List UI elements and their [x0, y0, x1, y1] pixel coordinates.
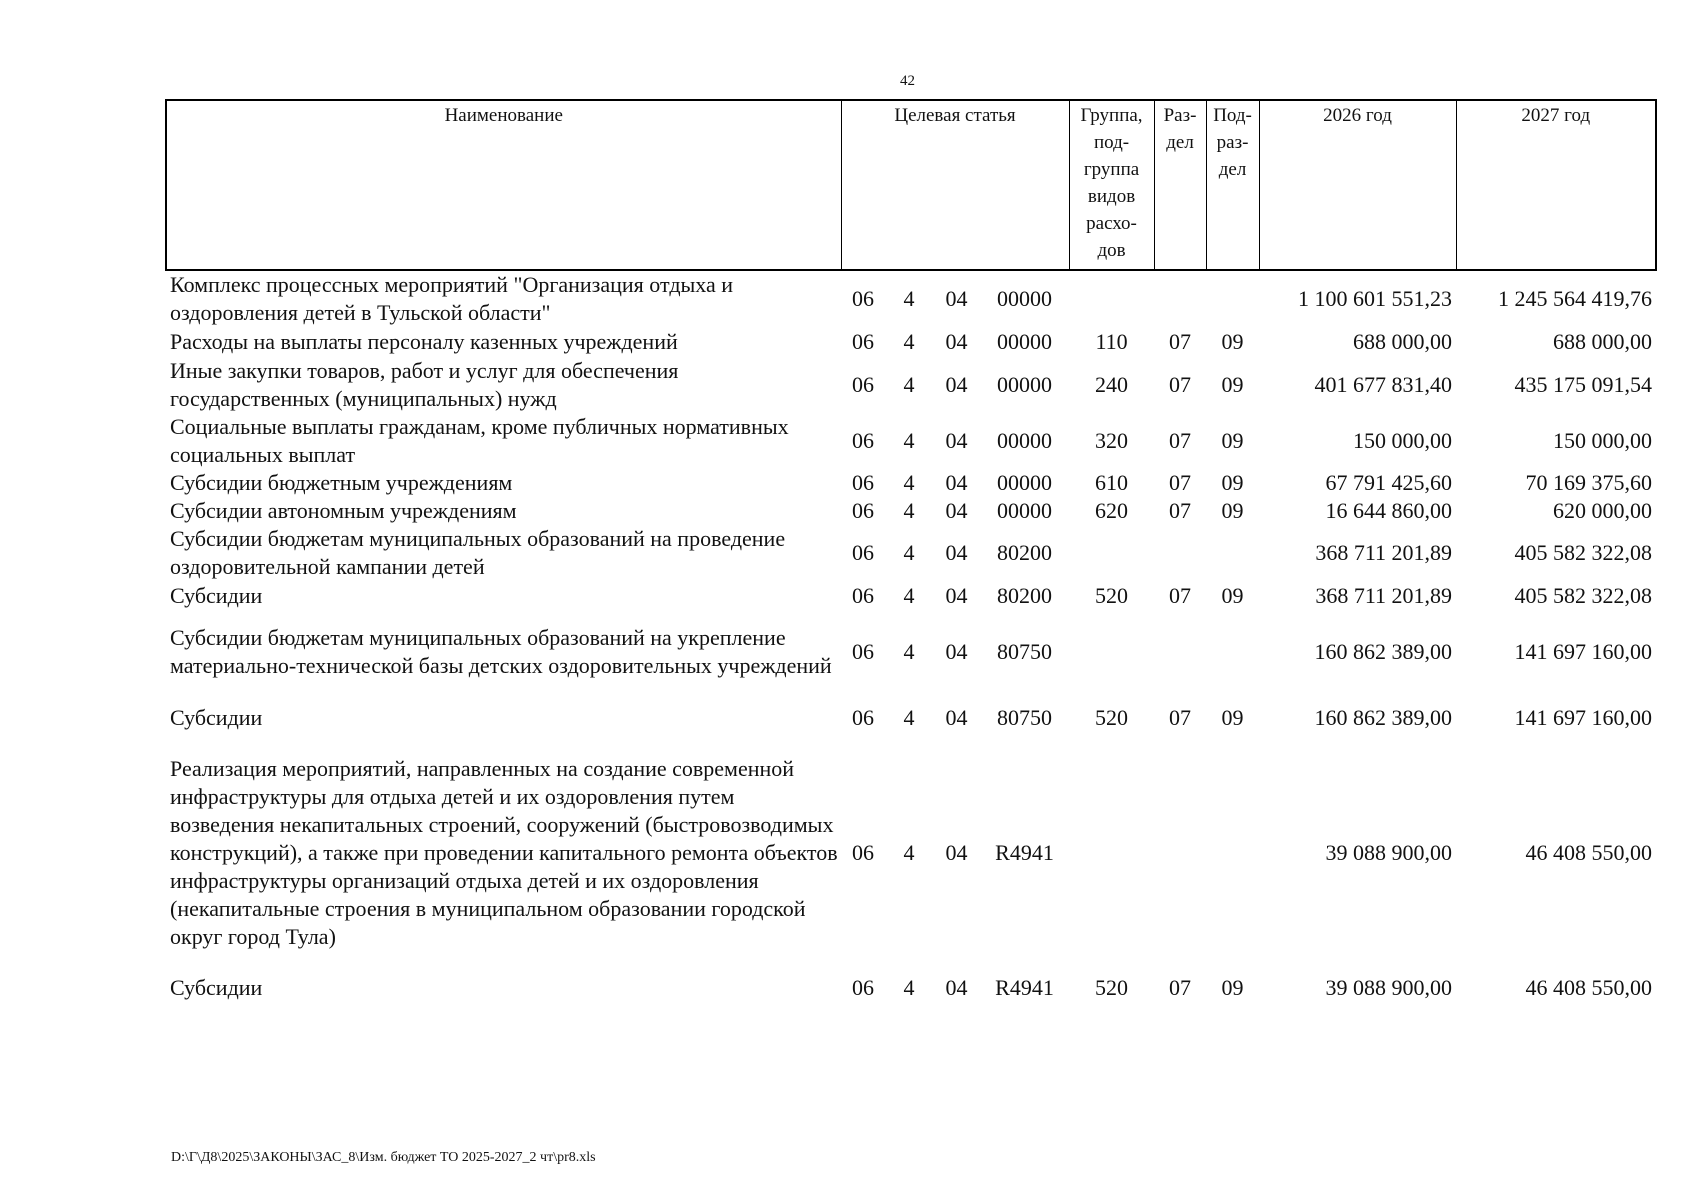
budget-table [165, 99, 1657, 1013]
row-name: Субсидии автономным учреждениям [170, 498, 517, 523]
table-row [166, 469, 1656, 497]
row-subsection: 09 [1221, 498, 1244, 523]
row-complex: 04 [945, 583, 968, 608]
table-row [166, 963, 1656, 1013]
row-type: 4 [903, 286, 915, 311]
row-section [1154, 270, 1206, 327]
row-program: 06 [852, 329, 874, 354]
row-name: Расходы на выплаты персоналу казенных учреждений [170, 329, 678, 354]
row-expense-group [1069, 270, 1154, 327]
row-amount-2027: 405 582 322,08 [1514, 540, 1653, 565]
row-amount-2026: 67 791 425,60 [1325, 470, 1453, 495]
row-amount-2026: 150 000,00 [1353, 428, 1453, 453]
table-row [166, 525, 1656, 581]
row-expense-group [1069, 525, 1154, 581]
row-name: Субсидии бюджетам муниципальных образований на укрепление материально-технической базы детских оздоровительных учреждений [170, 625, 832, 678]
row-program: 06 [852, 840, 874, 865]
row-section: 07 [1169, 498, 1192, 523]
row-subsection: 09 [1221, 428, 1244, 453]
row-section: 07 [1169, 329, 1192, 354]
page-number: 42 [900, 73, 915, 89]
row-subsection [1206, 611, 1259, 693]
row-direction: R4941 [995, 975, 1054, 1000]
row-amount-2027: 620 000,00 [1553, 498, 1653, 523]
row-direction: 80200 [997, 583, 1053, 608]
row-complex: 04 [945, 498, 968, 523]
row-complex: 04 [945, 705, 968, 730]
row-name: Субсидии бюджетным учреждениям [170, 470, 513, 495]
row-expense-group: 520 [1095, 583, 1129, 608]
row-program: 06 [852, 540, 874, 565]
row-direction: 00000 [997, 372, 1053, 397]
row-amount-2027: 1 245 564 419,76 [1498, 286, 1653, 311]
row-amount-2027: 46 408 550,00 [1525, 840, 1653, 865]
row-direction: 80200 [997, 540, 1053, 565]
header-name: Наименование [166, 100, 841, 270]
row-expense-group: 240 [1095, 372, 1129, 397]
row-section [1154, 525, 1206, 581]
row-complex: 04 [945, 975, 968, 1000]
table-body [166, 270, 1656, 1013]
table-row [166, 270, 1656, 327]
row-type: 4 [903, 470, 915, 495]
row-direction: 00000 [997, 428, 1053, 453]
header-group: Группа, под- группа видов расхо- дов [1069, 100, 1154, 270]
row-subsection: 09 [1221, 329, 1244, 354]
table-row [166, 413, 1656, 469]
row-complex: 04 [945, 470, 968, 495]
row-complex: 04 [945, 840, 968, 865]
row-complex: 04 [945, 639, 968, 664]
row-program: 06 [852, 428, 874, 453]
row-expense-group: 620 [1095, 498, 1129, 523]
row-name: Субсидии [170, 583, 263, 608]
header-subsection: Под- раз- дел [1206, 100, 1259, 270]
row-amount-2027: 141 697 160,00 [1514, 639, 1653, 664]
row-section: 07 [1169, 428, 1192, 453]
table-row [166, 611, 1656, 693]
row-section: 07 [1169, 705, 1192, 730]
file-path-footer: D:\Г\Д8\2025\ЗАКОНЫ\ЗАС_8\Изм. бюджет ТО 2025-2027_2 чт\pr8.xls [171, 1150, 596, 1165]
row-amount-2026: 368 711 201,89 [1315, 540, 1453, 565]
row-amount-2026: 1 100 601 551,23 [1298, 286, 1453, 311]
row-amount-2026: 39 088 900,00 [1325, 840, 1453, 865]
row-amount-2026: 160 862 389,00 [1314, 705, 1453, 730]
row-type: 4 [903, 639, 915, 664]
row-expense-group: 520 [1095, 705, 1129, 730]
row-subsection: 09 [1221, 975, 1244, 1000]
row-section: 07 [1169, 583, 1192, 608]
row-amount-2027: 435 175 091,54 [1514, 372, 1653, 397]
row-section: 07 [1169, 470, 1192, 495]
row-type: 4 [903, 975, 915, 1000]
header-year-2027: 2027 год [1456, 100, 1656, 270]
row-name: Социальные выплаты гражданам, кроме публичных нормативных социальных выплат [170, 414, 789, 467]
row-expense-group: 320 [1095, 428, 1129, 453]
row-name: Субсидии бюджетам муниципальных образований на проведение оздоровительной кампании детей [170, 526, 786, 579]
row-section [1154, 743, 1206, 963]
row-amount-2027: 141 697 160,00 [1514, 705, 1653, 730]
header-section: Раз- дел [1154, 100, 1206, 270]
row-program: 06 [852, 639, 874, 664]
row-type: 4 [903, 840, 915, 865]
table-row [166, 581, 1656, 611]
row-complex: 04 [945, 286, 968, 311]
budget-table-container [165, 99, 1655, 1013]
row-complex: 04 [945, 372, 968, 397]
row-type: 4 [903, 540, 915, 565]
row-name: Реализация мероприятий, направленных на создание современной инфраструктуры для отдыха детей и их оздоровления путем возведения некапитальных строений, сооружений (быстровозводимых конструкций), а также при проведении капитального ремонта объектов инфраструктуры организаций отдыха детей и их оздоровления (некапитальные строения в муниципальном образовании городской округ город Тула) [170, 756, 838, 949]
table-row [166, 743, 1656, 963]
row-type: 4 [903, 329, 915, 354]
row-subsection: 09 [1221, 470, 1244, 495]
table-row [166, 327, 1656, 357]
row-amount-2026: 160 862 389,00 [1314, 639, 1453, 664]
row-program: 06 [852, 286, 874, 311]
row-section: 07 [1169, 975, 1192, 1000]
row-name: Субсидии [170, 705, 263, 730]
row-program: 06 [852, 583, 874, 608]
table-row [166, 693, 1656, 743]
row-subsection [1206, 525, 1259, 581]
row-direction: R4941 [995, 840, 1054, 865]
row-expense-group: 610 [1095, 470, 1129, 495]
row-amount-2027: 688 000,00 [1553, 329, 1653, 354]
row-direction: 80750 [997, 639, 1053, 664]
row-expense-group: 520 [1095, 975, 1129, 1000]
row-amount-2026: 688 000,00 [1353, 329, 1453, 354]
row-name: Комплекс процессных мероприятий "Организация отдыха и оздоровления детей в Тульской области" [170, 272, 734, 325]
table-header [166, 100, 1656, 270]
row-subsection: 09 [1221, 372, 1244, 397]
row-direction: 00000 [997, 286, 1053, 311]
table-row [166, 497, 1656, 525]
row-direction: 80750 [997, 705, 1053, 730]
row-complex: 04 [945, 540, 968, 565]
row-amount-2027: 46 408 550,00 [1525, 975, 1653, 1000]
header-year-2026: 2026 год [1259, 100, 1456, 270]
row-type: 4 [903, 705, 915, 730]
row-direction: 00000 [997, 498, 1053, 523]
row-name: Субсидии [170, 975, 263, 1000]
row-program: 06 [852, 705, 874, 730]
row-subsection [1206, 743, 1259, 963]
row-direction: 00000 [997, 329, 1053, 354]
row-name: Иные закупки товаров, работ и услуг для обеспечения государственных (муниципальных) нужд [170, 358, 679, 411]
row-program: 06 [852, 372, 874, 397]
table-row [166, 357, 1656, 413]
row-type: 4 [903, 428, 915, 453]
row-amount-2026: 368 711 201,89 [1315, 583, 1453, 608]
row-program: 06 [852, 470, 874, 495]
row-expense-group [1069, 611, 1154, 693]
row-section: 07 [1169, 372, 1192, 397]
row-complex: 04 [945, 428, 968, 453]
row-amount-2027: 70 169 375,60 [1525, 470, 1653, 495]
row-subsection: 09 [1221, 583, 1244, 608]
header-target-article: Целевая статья [841, 100, 1069, 270]
row-amount-2027: 150 000,00 [1553, 428, 1653, 453]
row-type: 4 [903, 583, 915, 608]
row-expense-group: 110 [1095, 329, 1128, 354]
row-section [1154, 611, 1206, 693]
row-subsection [1206, 270, 1259, 327]
row-subsection: 09 [1221, 705, 1244, 730]
row-direction: 00000 [997, 470, 1053, 495]
row-type: 4 [903, 372, 915, 397]
row-amount-2026: 39 088 900,00 [1325, 975, 1453, 1000]
row-program: 06 [852, 498, 874, 523]
row-type: 4 [903, 498, 915, 523]
row-amount-2026: 401 677 831,40 [1314, 372, 1453, 397]
row-expense-group [1069, 743, 1154, 963]
row-amount-2027: 405 582 322,08 [1514, 583, 1653, 608]
row-amount-2026: 16 644 860,00 [1325, 498, 1453, 523]
row-program: 06 [852, 975, 874, 1000]
row-complex: 04 [945, 329, 968, 354]
